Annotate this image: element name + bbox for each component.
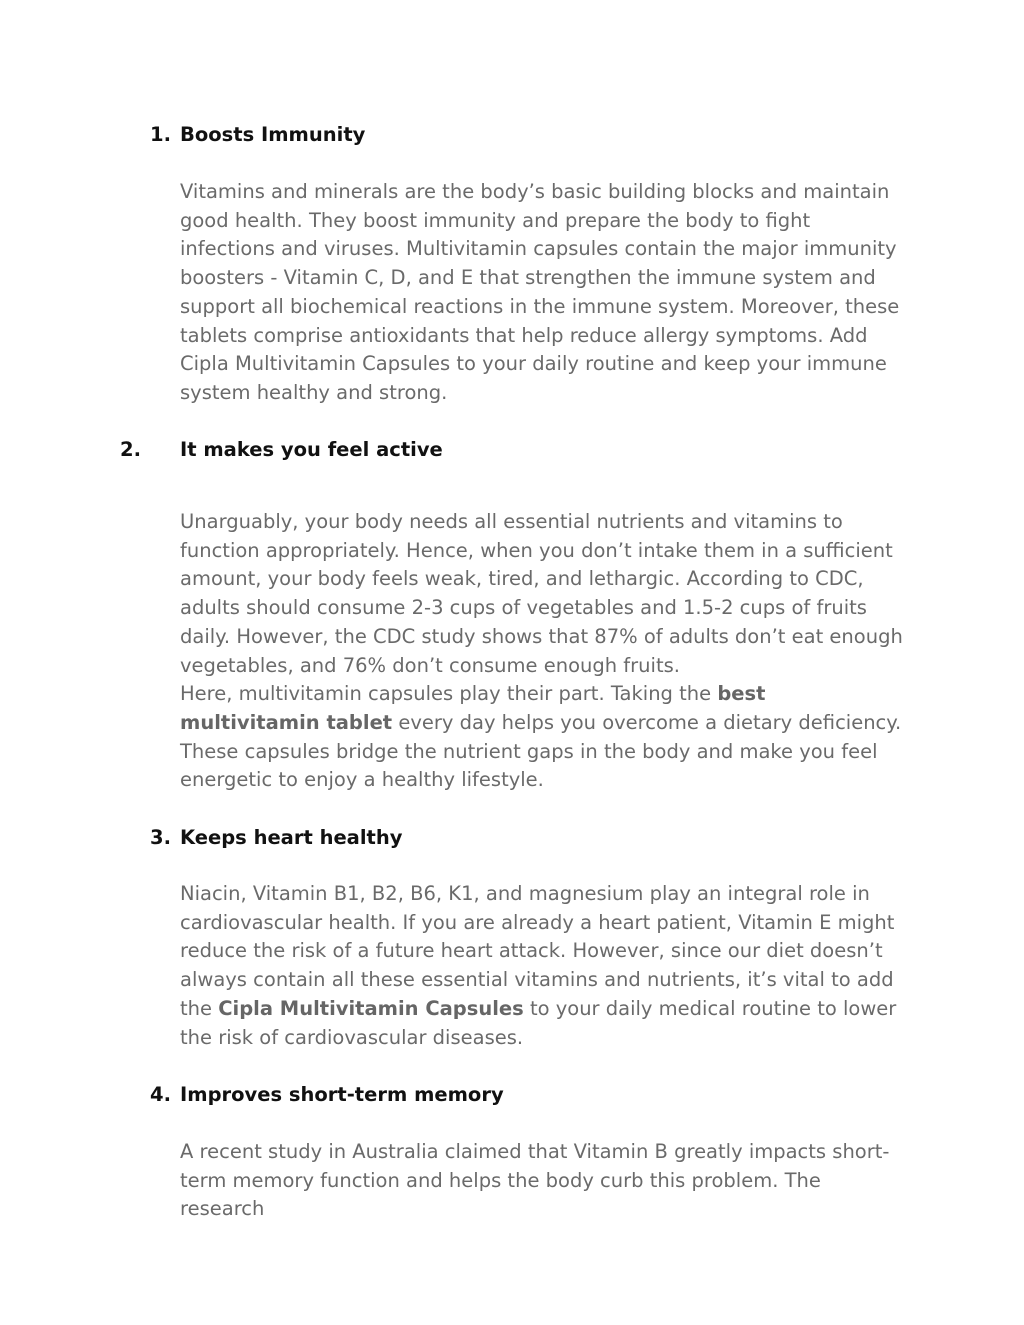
bold-phrase: Cipla Multivitamin Capsules bbox=[218, 996, 524, 1020]
bold-phrase: best multivitamin tablet bbox=[180, 682, 766, 734]
text-run: to your daily medical routine to lower the risk of cardiovascular diseases. bbox=[180, 996, 897, 1049]
section-2-paragraph-1: Unarguably, your body needs all essential nutrients and vitamins to function appropriately. Hence, when you don’t intake them in a sufficient amount, your body feels weak, tired, and lethargic. According to CDC, adults should consume 2-3 cups of vegetables and 1.5-2 cups of fruits daily. However, the CDC study shows that 87% of adults don’t eat enough vegetables, and 76% don’t consume enough fruits. bbox=[180, 510, 903, 677]
section-number: 1. bbox=[150, 123, 171, 146]
section-number: 3. bbox=[150, 826, 171, 849]
section-1-paragraph: Vitamins and minerals are the body’s basic building blocks and maintain good health. They boost immunity and prepare the body to fight infections and viruses. Multivitamin capsules contain the major immunity boosters - Vitamin C, D, and E that strengthen the immune system and support all biochemical reactions in the immune system. Moreover, these tablets comprise antioxidants that help reduce allergy symptoms. Add Cipla Multivitamin Capsules to your daily routine and keep your immune system healthy and strong. bbox=[180, 180, 900, 404]
section-title: It makes you feel active bbox=[180, 438, 443, 461]
section-number: 4. bbox=[150, 1083, 171, 1106]
section-title: Keeps heart healthy bbox=[180, 826, 403, 849]
section-3-paragraph bbox=[180, 880, 910, 1052]
text-run: every day helps you overcome a dietary deficiency. These capsules bridge the nutrient gaps in the body and make you feel energetic to enjoy a healthy lifestyle. bbox=[180, 710, 902, 792]
section-number: 2. bbox=[120, 438, 141, 461]
text-run: Niacin, Vitamin B1, B2, B6, K1, and magnesium play an integral role in cardiovascular health. If you are already a heart patient, Vitamin E might reduce the risk of a future heart attack. However, since our diet doesn’t always contain all these essential vitamins and nutrients, it’s vital to add the bbox=[180, 882, 895, 1020]
section-title: Boosts Immunity bbox=[180, 123, 366, 146]
section-2-paragraph-2 bbox=[180, 680, 910, 795]
text-run: Here, multivitamin capsules play their part. Taking the bbox=[180, 682, 718, 706]
section-title: Improves short-term memory bbox=[180, 1083, 504, 1106]
section-2-paragraph bbox=[180, 508, 910, 795]
section-4-paragraph: A recent study in Australia claimed that Vitamin B greatly impacts short-term memory function and helps the body curb this problem. The research bbox=[180, 1140, 890, 1221]
